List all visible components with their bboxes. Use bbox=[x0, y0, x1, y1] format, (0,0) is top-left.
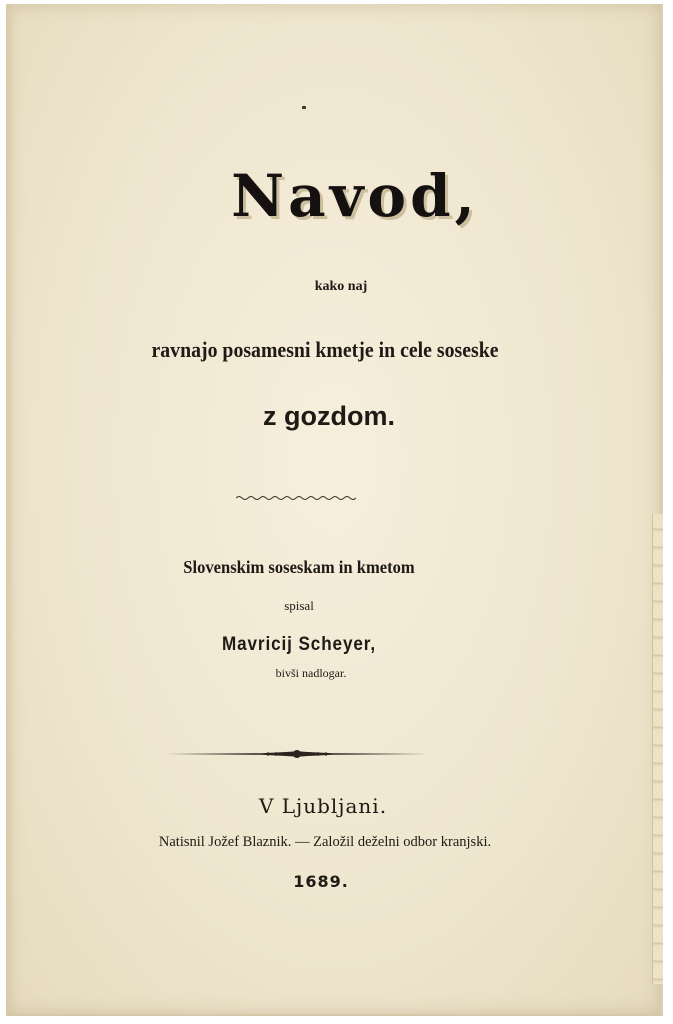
page-spine-shadow bbox=[6, 4, 14, 1014]
ink-speck bbox=[302, 106, 306, 109]
title-page bbox=[6, 4, 663, 1016]
publication-year: 1689. bbox=[293, 872, 349, 891]
wavy-rule-ornament bbox=[236, 494, 356, 502]
divider-ornament bbox=[166, 748, 428, 760]
worn-page-edge bbox=[652, 514, 663, 984]
printer-publisher: Natisnil Jožef Blaznik. — Založil deželni odbor kranjski. bbox=[158, 834, 492, 850]
author-name: Mavricij Scheyer, bbox=[221, 634, 377, 655]
written-by-label: spisal bbox=[284, 598, 314, 613]
author-role: bivši nadlogar. bbox=[275, 666, 347, 680]
subtitle-line-1: ravnajo posamesni kmetje in cele soseske bbox=[151, 337, 499, 362]
subtitle-line-2: z gozdom. bbox=[263, 401, 395, 431]
place-of-publication: V Ljubljani. bbox=[258, 794, 388, 818]
page-title: Navod, bbox=[231, 162, 479, 230]
title-connector: kako naj bbox=[314, 279, 368, 294]
dedication: Slovenskim soseskam in kmetom bbox=[183, 557, 415, 577]
